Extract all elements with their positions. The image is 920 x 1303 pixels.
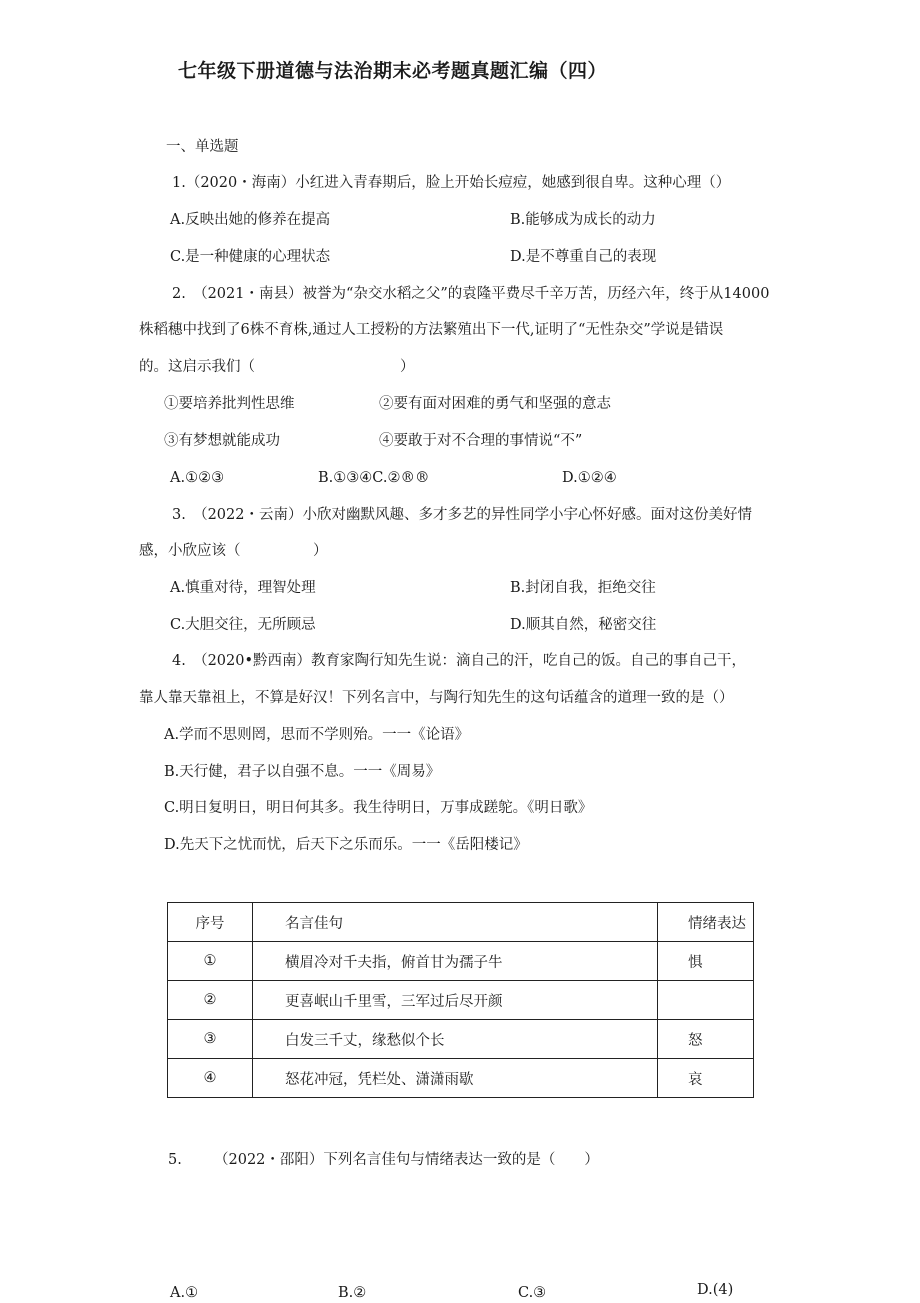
table-cell-quote: 白发三千丈，缘愁似个长 bbox=[253, 1020, 658, 1059]
table-header-cell: 名言佳句 bbox=[253, 903, 658, 942]
q4-option-a[interactable]: A.学而不思则罔，思而不学则殆。一一《论语》 bbox=[164, 727, 470, 743]
table-cell-quote: 怒花冲冠，凭栏处、潇潇雨歇 bbox=[253, 1059, 658, 1098]
q1-option-c[interactable]: C.是一种健康的心理状态 bbox=[170, 249, 331, 265]
q3-stem-line-1: 3. （2022・云南）小欣对幽默风趣、多才多艺的异性同学小宇心怀好感。面对这份美好情 bbox=[172, 507, 752, 523]
q5-stem: （2022・邵阳）下列名言佳句与情绪表达一致的是（ ） bbox=[214, 1152, 599, 1168]
q2-option-bc[interactable]: B.①③④C.②®® bbox=[318, 470, 430, 486]
table-row bbox=[168, 981, 754, 1020]
q5-option-a[interactable]: A.① bbox=[170, 1285, 199, 1301]
q1-option-b[interactable]: B.能够成为成长的动力 bbox=[510, 212, 656, 228]
q2-statement-1: ①要培养批判性思维 bbox=[164, 396, 295, 412]
q2-statement-3: ③有梦想就能成功 bbox=[164, 433, 280, 449]
page-title: 七年级下册道德与法治期末必考题真题汇编（四） bbox=[178, 60, 608, 82]
table-cell-emotion: 哀 bbox=[658, 1059, 754, 1098]
q4-stem-line-2: 靠人靠天靠祖上，不算是好汉！下列名言中，与陶行知先生的这句话蕴含的道理一致的是（） bbox=[139, 690, 734, 706]
q5-option-b[interactable]: B.② bbox=[338, 1285, 367, 1301]
table-row bbox=[168, 942, 754, 981]
q2-statement-2: ②要有面对困难的勇气和坚强的意志 bbox=[379, 396, 611, 412]
q1-option-d[interactable]: D.是不尊重自己的表现 bbox=[510, 249, 657, 265]
table-cell-emotion: 惧 bbox=[658, 942, 754, 981]
q5-number: 5. bbox=[168, 1152, 182, 1168]
q3-stem-line-2: 感，小欣应该（ ） bbox=[139, 543, 328, 559]
table-cell-emotion bbox=[658, 981, 754, 1020]
table-cell-quote: 横眉冷对千夫指，俯首甘为孺子牛 bbox=[253, 942, 658, 981]
q3-option-b[interactable]: B.封闭自我，拒绝交往 bbox=[510, 580, 656, 596]
table-header-row bbox=[168, 903, 754, 942]
q1-stem: 1.（2020・海南）小红进入青春期后，脸上开始长痘痘，她感到很自卑。这种心理（） bbox=[172, 175, 731, 191]
q2-option-a[interactable]: A.①②③ bbox=[170, 470, 225, 486]
table-cell-emotion: 怒 bbox=[658, 1020, 754, 1059]
table-cell-quote: 更喜岷山千里雪，三军过后尽开颜 bbox=[253, 981, 658, 1020]
table-cell-index: ② bbox=[168, 981, 253, 1020]
q4-option-d[interactable]: D.先天下之忧而忧，后天下之乐而乐。一一《岳阳楼记》 bbox=[164, 837, 528, 853]
q2-stem-line-1: 2. （2021・南县）被誉为“杂交水稻之父”的袁隆平费尽千辛万苦，历经六年，终于从14000 bbox=[172, 286, 770, 302]
q4-stem-line-1: 4. （2020•黔西南）教育家陶行知先生说：滴自己的汗，吃自己的饭。自己的事自己干， bbox=[172, 653, 747, 669]
q2-stem-line-3: 的。这启示我们（ ） bbox=[139, 359, 415, 375]
q2-stem-line-2: 株稻穗中找到了6株不育株,通过人工授粉的方法繁殖出下一代,证明了“无性杂交”学说是错误 bbox=[139, 322, 724, 338]
q2-statement-4: ④要敢于对不合理的事情说“不” bbox=[379, 433, 583, 449]
quotes-table bbox=[167, 902, 754, 1098]
table-header-cell: 情绪表达 bbox=[658, 903, 754, 942]
section-heading: 一、单选题 bbox=[166, 139, 239, 155]
q1-option-a[interactable]: A.反映出她的修养在提高 bbox=[170, 212, 331, 228]
q3-option-a[interactable]: A.慎重对待，理智处理 bbox=[170, 580, 316, 596]
table-row bbox=[168, 1020, 754, 1059]
q3-option-c[interactable]: C.大胆交往，无所顾忌 bbox=[170, 617, 316, 633]
q4-option-b[interactable]: B.天行健，君子以自强不息。一一《周易》 bbox=[164, 764, 441, 780]
table-cell-index: ③ bbox=[168, 1020, 253, 1059]
table-header-cell: 序号 bbox=[168, 903, 253, 942]
q5-option-d[interactable]: D.(4) bbox=[697, 1282, 734, 1298]
q4-option-c[interactable]: C.明日复明日，明日何其多。我生待明日，万事成蹉鸵。《明日歌》 bbox=[164, 800, 593, 816]
q3-option-d[interactable]: D.顺其自然，秘密交往 bbox=[510, 617, 657, 633]
table-cell-index: ① bbox=[168, 942, 253, 981]
table-row bbox=[168, 1059, 754, 1098]
q5-option-c[interactable]: C.③ bbox=[518, 1285, 547, 1301]
table-cell-index: ④ bbox=[168, 1059, 253, 1098]
q2-option-d[interactable]: D.①②④ bbox=[562, 470, 617, 486]
